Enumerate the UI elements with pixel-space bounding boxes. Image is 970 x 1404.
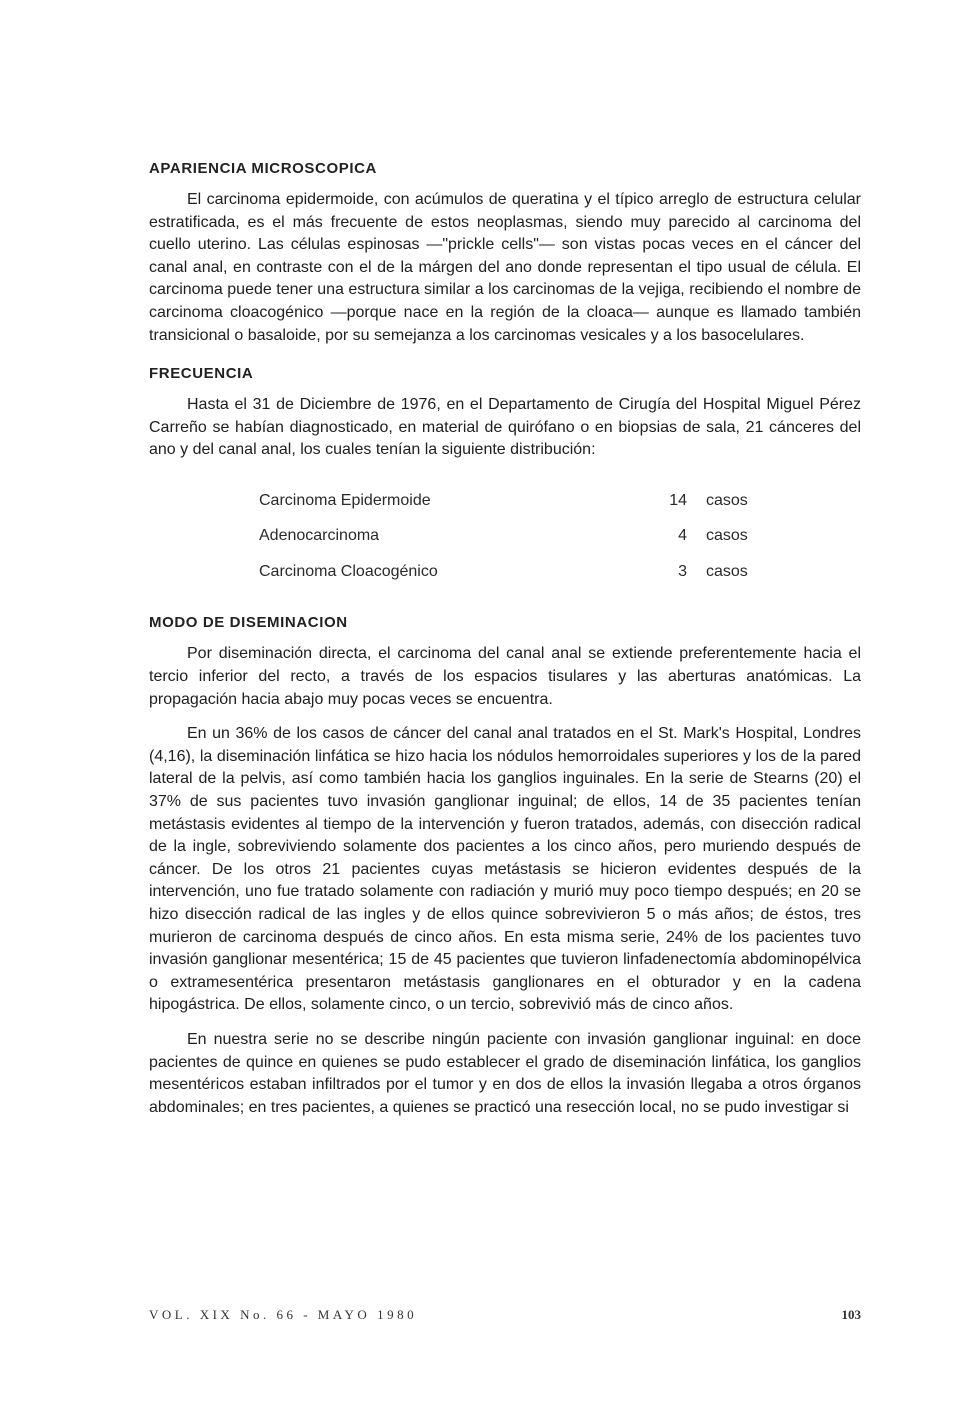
distribution-table	[149, 488, 861, 595]
table-row	[149, 523, 861, 559]
section-heading: FRECUENCIA	[149, 365, 254, 383]
paragraph: Por diseminación directa, el carcinoma del canal anal se extiende preferentemente hacia el tercio inferior del recto, a través de los espacios tisulares y las aberturas anatómicas. La propagación hacia abajo muy pocas veces se encuentra.	[149, 645, 861, 708]
case-count: 3	[678, 562, 687, 580]
case-unit: casos	[706, 491, 748, 509]
journal-volume: VOL. XIX No. 66 - MAYO 1980	[149, 1307, 418, 1322]
case-unit: casos	[706, 527, 748, 545]
page-body	[149, 160, 861, 1137]
paragraph: En un 36% de los casos de cáncer del canal anal tratados en el St. Mark's Hospital, Londres (4,16), la diseminación linfática se hizo hacia los nódulos hemorroidales superiores y los de la pared lateral de la pelvis, así como también hacia los ganglios inguinales. En la serie de Stearns (20) el 37% de sus pacientes tuvo invasión ganglionar inguinal; de ellos, 14 de 35 pacientes tenían metástasis evidentes al tiempo de la intervención y fueron tratados, además, con disección radical de la ingle, sobreviviendo solamente dos pacientes a los cinco años, pero muriendo después de cáncer. De los otros 21 pacientes cuyas metástasis se hicieron evidentes después de la intervención, uno fue tratado solamente con radiación y murió muy poco tiempo después; en 20 se hizo disección radical de las ingles y de ellos quince sobrevivieron 5 o más años; de éstos, tres murieron de carcinoma después de cinco años. En esta misma serie, 24% de los pacientes tuvo invasión ganglionar mesentérica; 15 de 45 pacientes que tuvieron linfadenectomía abdominopélvica o extramesentérica presentaron metástasis ganglionares en el obturador y en la cadena hipogástrica. De ellos, solamente cinco, o un tercio, sobrevivió más de cinco años.	[149, 725, 861, 1014]
section-frequency	[149, 365, 861, 594]
section-heading: APARIENCIA MICROSCOPICA	[149, 160, 377, 177]
tumor-type: Carcinoma Cloacogénico	[259, 562, 438, 580]
case-count: 4	[678, 527, 687, 545]
table-row	[149, 559, 861, 595]
case-unit: casos	[706, 562, 748, 580]
table-row	[149, 488, 861, 524]
page-number: 103	[841, 1307, 861, 1322]
tumor-type: Carcinoma Epidermoide	[259, 491, 431, 509]
tumor-type: Adenocarcinoma	[259, 527, 380, 545]
section-spread	[149, 614, 861, 1119]
section-heading: MODO DE DISEMINACION	[149, 614, 348, 632]
paragraph: El carcinoma epidermoide, con acúmulos de queratina y el típico arreglo de estructura celular estratificada, es el más frecuente de estos neoplasmas, siendo muy parecido al carcinoma del cuello uterino. Las células espinosas —"prickle cells"— son vistas pocas veces en el cáncer del canal anal, en contraste con el de la márgen del ano donde representan el tipo usual de célula. El carcinoma puede tener una estructura similar a los carcinomas de la vejiga, recibiendo el nombre de carcinoma cloacogénico —porque nace en la región de la cloaca— aunque es llamado también transicional o basaloide, por su semejanza a los carcinomas vesicales y a los basocelulares.	[149, 191, 861, 344]
case-count: 14	[669, 491, 687, 509]
section-microscopic	[149, 160, 861, 347]
paragraph: En nuestra serie no se describe ningún paciente con invasión ganglionar inguinal: en doce pacientes de quince en quienes se pudo establecer el grado de diseminación linfática, los ganglios mesentéricos estaban infiltrados por el tumor y en dos de ellos la invasión llegaba a otros órganos abdominales; en tres pacientes, a quienes se practicó una resección local, no se pudo investigar si	[149, 1030, 861, 1116]
paragraph: Hasta el 31 de Diciembre de 1976, en el Departamento de Cirugía del Hospital Miguel Pérez Carreño se habían diagnosticado, en material de quirófano o en biopsias de sala, 21 cánceres del ano y del canal anal, los cuales tenían la siguiente distribución:	[149, 396, 861, 459]
page-footer	[149, 1307, 861, 1329]
